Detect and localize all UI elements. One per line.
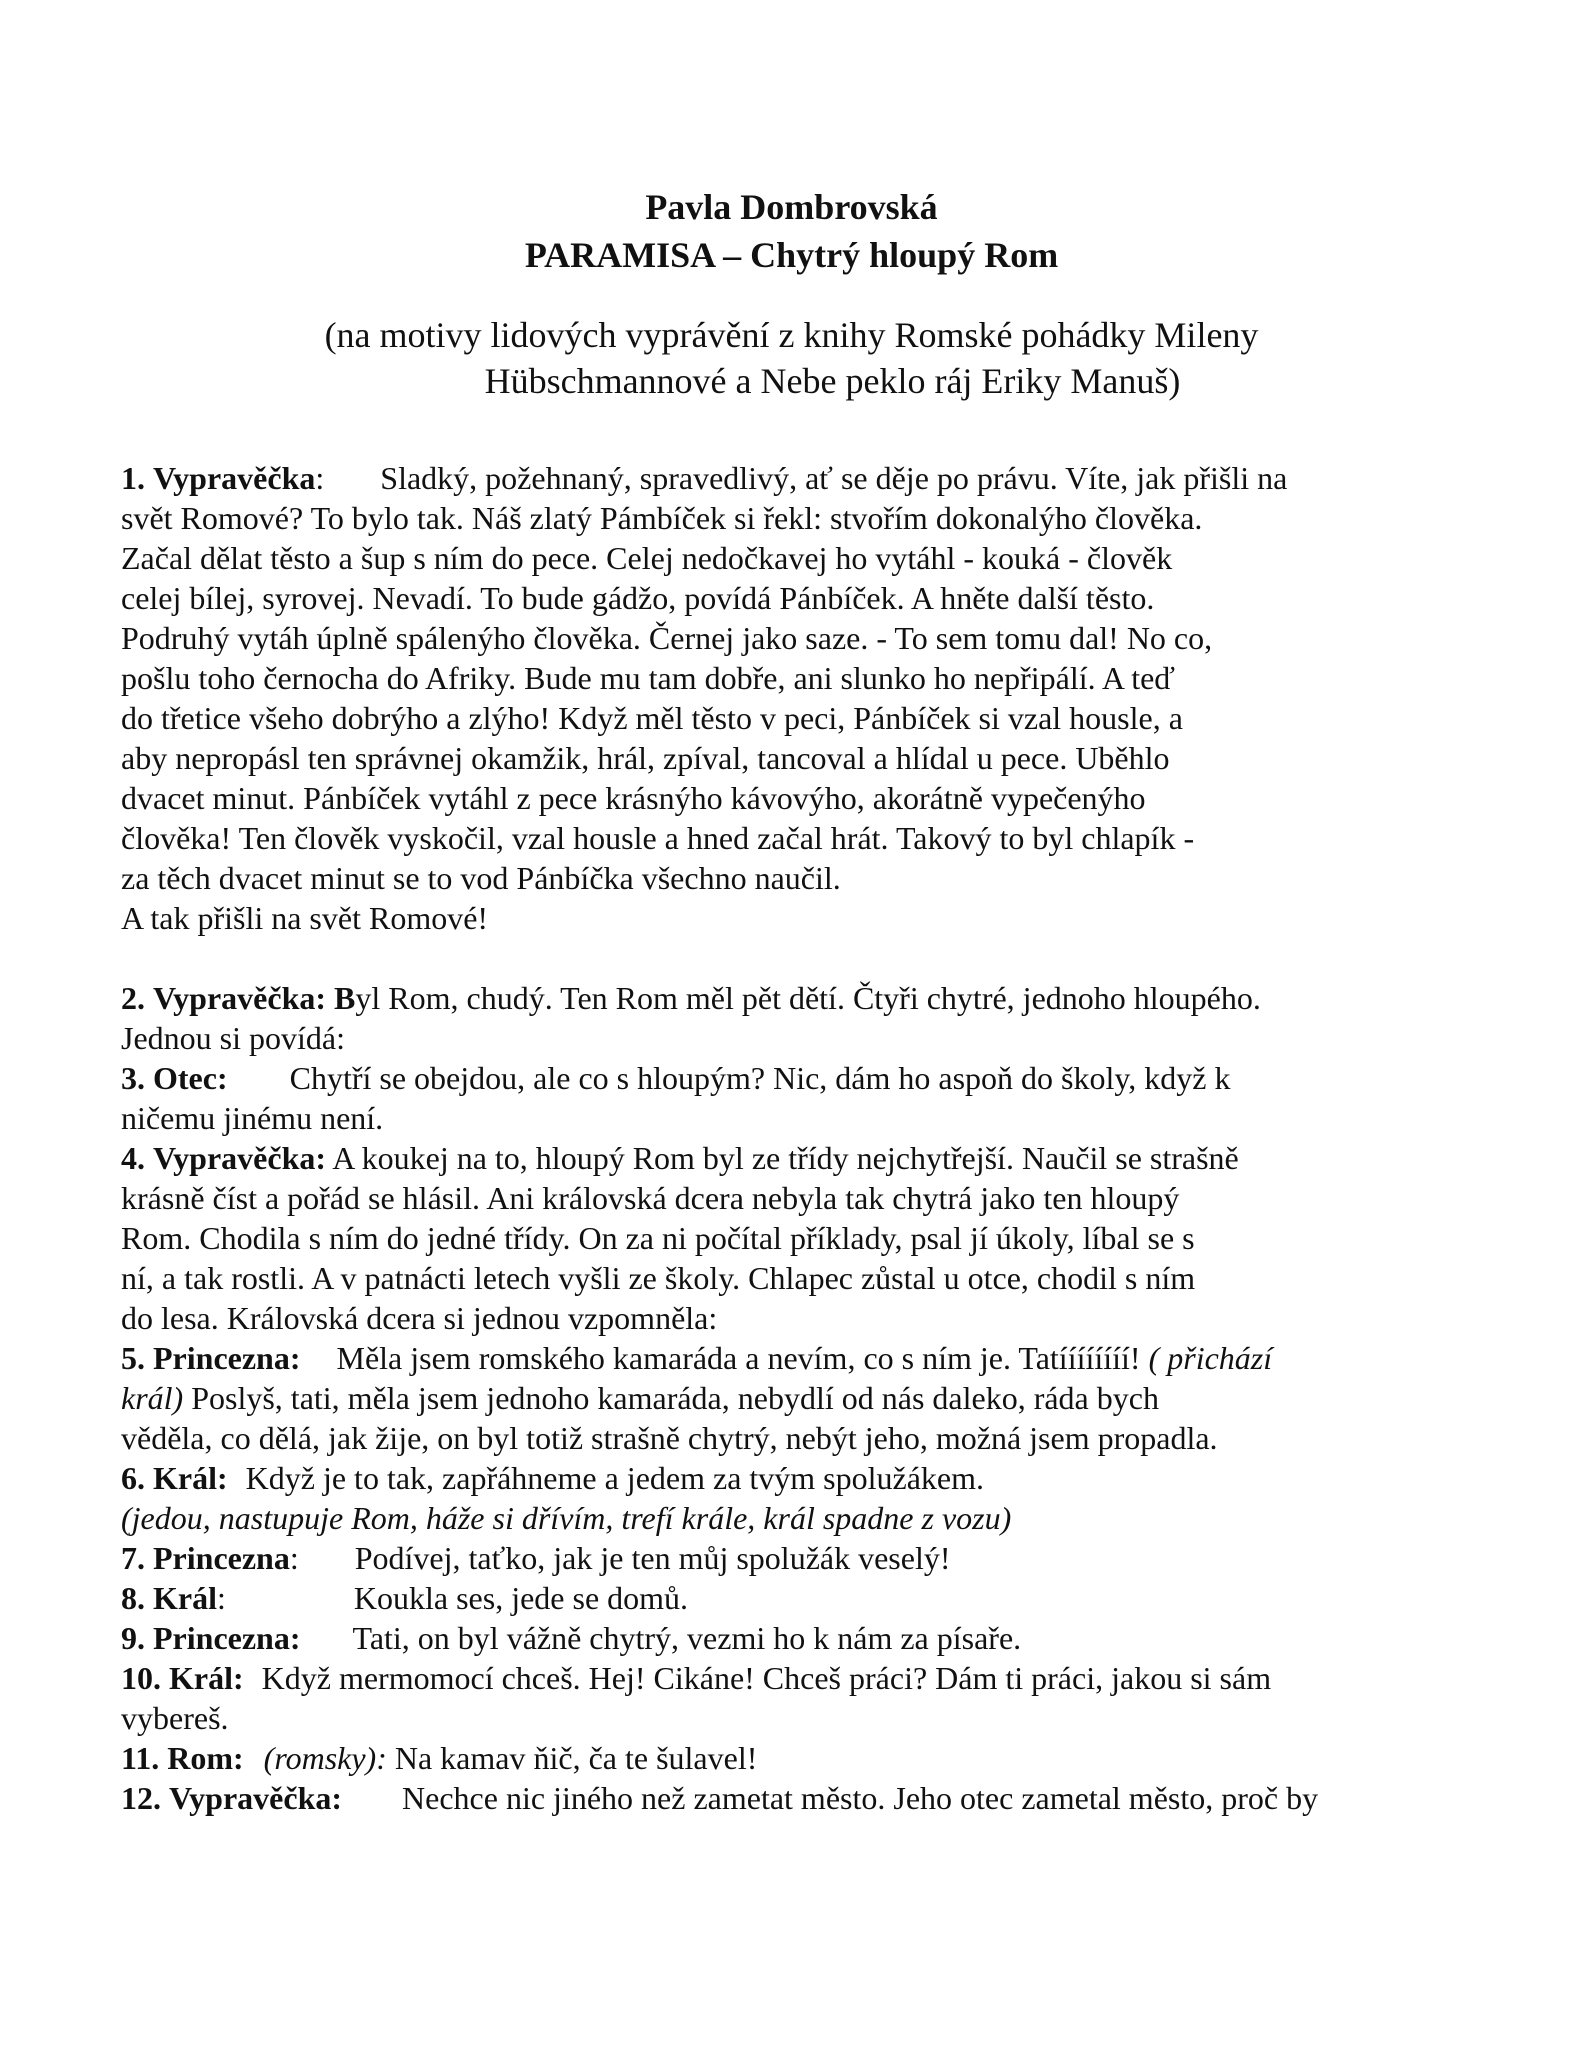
entry-line [121,1138,1491,1178]
entry-number: 4. [121,1140,145,1176]
entry-line: krásně číst a pořád se hlásil. Ani královská dcera nebyla tak chytrá jako ten hloupý [121,1180,1180,1216]
script-entry [121,1458,1491,1538]
entry-line [121,1618,1491,1658]
entry-text: Poslyš, tati, měla jsem jednoho kamaráda, nebydlí od nás daleko, ráda bych [183,1380,1159,1416]
entry-line [121,978,1491,1018]
document-header [0,183,1583,404]
entry-text: Chytří se obejdou, ale co s hloupým? Nic, dám ho aspoň do školy, když k [289,1060,1231,1096]
entry-line: do lesa. Královská dcera si jednou vzpomněla: [121,1300,718,1336]
entry-line [121,1738,1491,1778]
script-entry [121,1738,1491,1778]
entry-line: Podruhý vytáh úplně spálenýho člověka. Černej jako saze. - To sem tomu dal! No co, [121,620,1213,656]
subtitle-line: (na motivy lidových vyprávění z knihy Romské pohádky Mileny [324,315,1259,355]
entry-line: vybereš. [121,1700,229,1736]
entry-text: yl Rom, chudý. Ten Rom měl pět dětí. Čtyři chytré, jednoho hloupého. [355,980,1261,1016]
entry-line: za těch dvacet minut se to vod Pánbíčka všechno naučil. [121,860,841,896]
entry-line [121,1338,1491,1378]
entry-line [121,458,1491,498]
script-entry [121,1658,1491,1738]
subtitle-line: Hübschmannové a Nebe peklo ráj Eriky Manuš) [484,361,1181,401]
paragraph-gap [121,938,1491,978]
entry-line: Rom. Chodila s ním do jedné třídy. On za ni počítal příklady, psal jí úkoly, líbal se s [121,1220,1195,1256]
script-entry [121,1618,1491,1658]
entry-text: Sladký, požehnaný, spravedlivý, ať se děje po právu. Víte, jak přišli na [380,460,1288,496]
entry-number: 3. [121,1060,145,1096]
entry-line: aby nepropásl ten správnej okamžik, hrál, zpíval, tancoval a hlídal u pece. Uběhlo [121,740,1170,776]
stage-direction: král) [121,1380,184,1416]
speaker-name: Král: [169,1660,244,1696]
script-entry [121,1138,1491,1338]
script-entry [121,978,1491,1058]
entry-text: Podívej, taťko, jak je ten můj spolužák veselý! [354,1540,951,1576]
entry-number: 5. [121,1340,145,1376]
entry-text: A koukej na to, hloupý Rom byl ze třídy nejchytřejší. Naučil se strašně [332,1140,1239,1176]
entry-line: ní, a tak rostli. A v patnácti letech vyšli ze školy. Chlapec zůstal u otce, chodil s ním [121,1260,1196,1296]
speaker-name: Vypravěčka [153,460,316,496]
entry-line [121,1378,1491,1418]
entry-text: Na kamav ňič, ča te šulavel! [394,1740,758,1776]
entry-line: Začal dělat těsto a šup s ním do pece. Celej nedočkavej ho vytáhl - kouká - člověk [121,540,1173,576]
script-entry [121,1058,1491,1138]
speaker-name: Princezna: [153,1340,301,1376]
speaker-name: Princezna: [153,1620,301,1656]
entry-line: člověka! Ten člověk vyskočil, vzal housle a hned začal hrát. Takový to byl chlapík - [121,820,1195,856]
entry-line: A tak přišli na svět Romové! [121,900,489,936]
stage-direction: ( přichází [1148,1340,1273,1376]
entry-line: celej bílej, syrovej. Nevadí. To bude gádžo, povídá Pánbíček. A hněte další těsto. [121,580,1155,616]
entry-text: Koukla ses, jede se domů. [353,1580,689,1616]
entry-text: Když mermomocí chceš. Hej! Cikáne! Chceš práci? Dám ti práci, jakou si sám [261,1660,1272,1696]
entry-line: Jednou si povídá: [121,1020,345,1056]
author-name: Pavla Dombrovská [645,187,938,227]
entry-line [121,1778,1491,1818]
speaker-name: Král [153,1580,217,1616]
stage-direction: (jedou, nastupuje Rom, háže si dřívím, trefí krále, král spadne z vozu) [121,1500,1012,1536]
speaker-colon: : [289,1540,299,1576]
entry-text: Tati, on byl vážně chytrý, vezmi ho k nám za písaře. [352,1620,1022,1656]
play-title: PARAMISA – Chytrý hloupý Rom [524,235,1059,275]
entry-number: 7. [121,1540,145,1576]
script-entry [121,458,1491,938]
entry-number: 11. [121,1740,160,1776]
speaker-name: Rom: [167,1740,244,1776]
subtitle [0,312,1583,404]
script-entry [121,1538,1491,1578]
entry-number: 10. [121,1660,161,1696]
speaker-colon: : [315,460,325,496]
script-body [121,458,1491,1818]
entry-line: pošlu toho černocha do Afriky. Bude mu tam dobře, ani slunko ho nepřipálí. A teď [121,660,1175,696]
speaker-name: Král: [153,1460,228,1496]
entry-number: 2. [121,980,145,1016]
speaker-colon: : [216,1580,226,1616]
script-entry [121,1338,1491,1458]
entry-number: 12. [121,1780,161,1816]
stage-direction: (romsky): [263,1740,387,1776]
entry-line [121,1578,1491,1618]
entry-line: svět Romové? To bylo tak. Náš zlatý Pámbíček si řekl: stvořím dokonalýho člověka. [121,500,1203,536]
speaker-name: Otec: [153,1060,228,1096]
entry-text: Když je to tak, zapřáhneme a jedem za tvým spolužákem. [245,1460,985,1496]
entry-line [121,1658,1491,1698]
script-entry [121,1778,1491,1818]
entry-text: Měla jsem romského kamaráda a nevím, co s ním je. Tatíííííííí! [336,1340,1149,1376]
entry-number: 6. [121,1460,145,1496]
entry-text: Nechce nic jiného než zametat město. Jeho otec zametal město, proč by [402,1780,1319,1816]
entry-line: věděla, co dělá, jak žije, on byl totiž strašně chytrý, nebýt jeho, možná jsem propadla. [121,1420,1218,1456]
entry-line [121,1458,1491,1498]
entry-line: do třetice všeho dobrýho a zlýho! Když měl těsto v peci, Pánbíček si vzal housle, a [121,700,1183,736]
speaker-name: Vypravěčka: [169,1780,343,1816]
entry-number: 8. [121,1580,145,1616]
speaker-name: Princezna [153,1540,290,1576]
speaker-name: Vypravěčka: B [153,980,356,1016]
script-entry [121,1578,1491,1618]
entry-line: dvacet minut. Pánbíček vytáhl z pece krásnýho kávovýho, akorátně vypečenýho [121,780,1146,816]
speaker-name: Vypravěčka: [153,1140,327,1176]
entry-line: ničemu jinému není. [121,1100,384,1136]
entry-number: 1. [121,460,145,496]
entry-number: 9. [121,1620,145,1656]
entry-line [121,1538,1491,1578]
entry-line [121,1058,1491,1098]
